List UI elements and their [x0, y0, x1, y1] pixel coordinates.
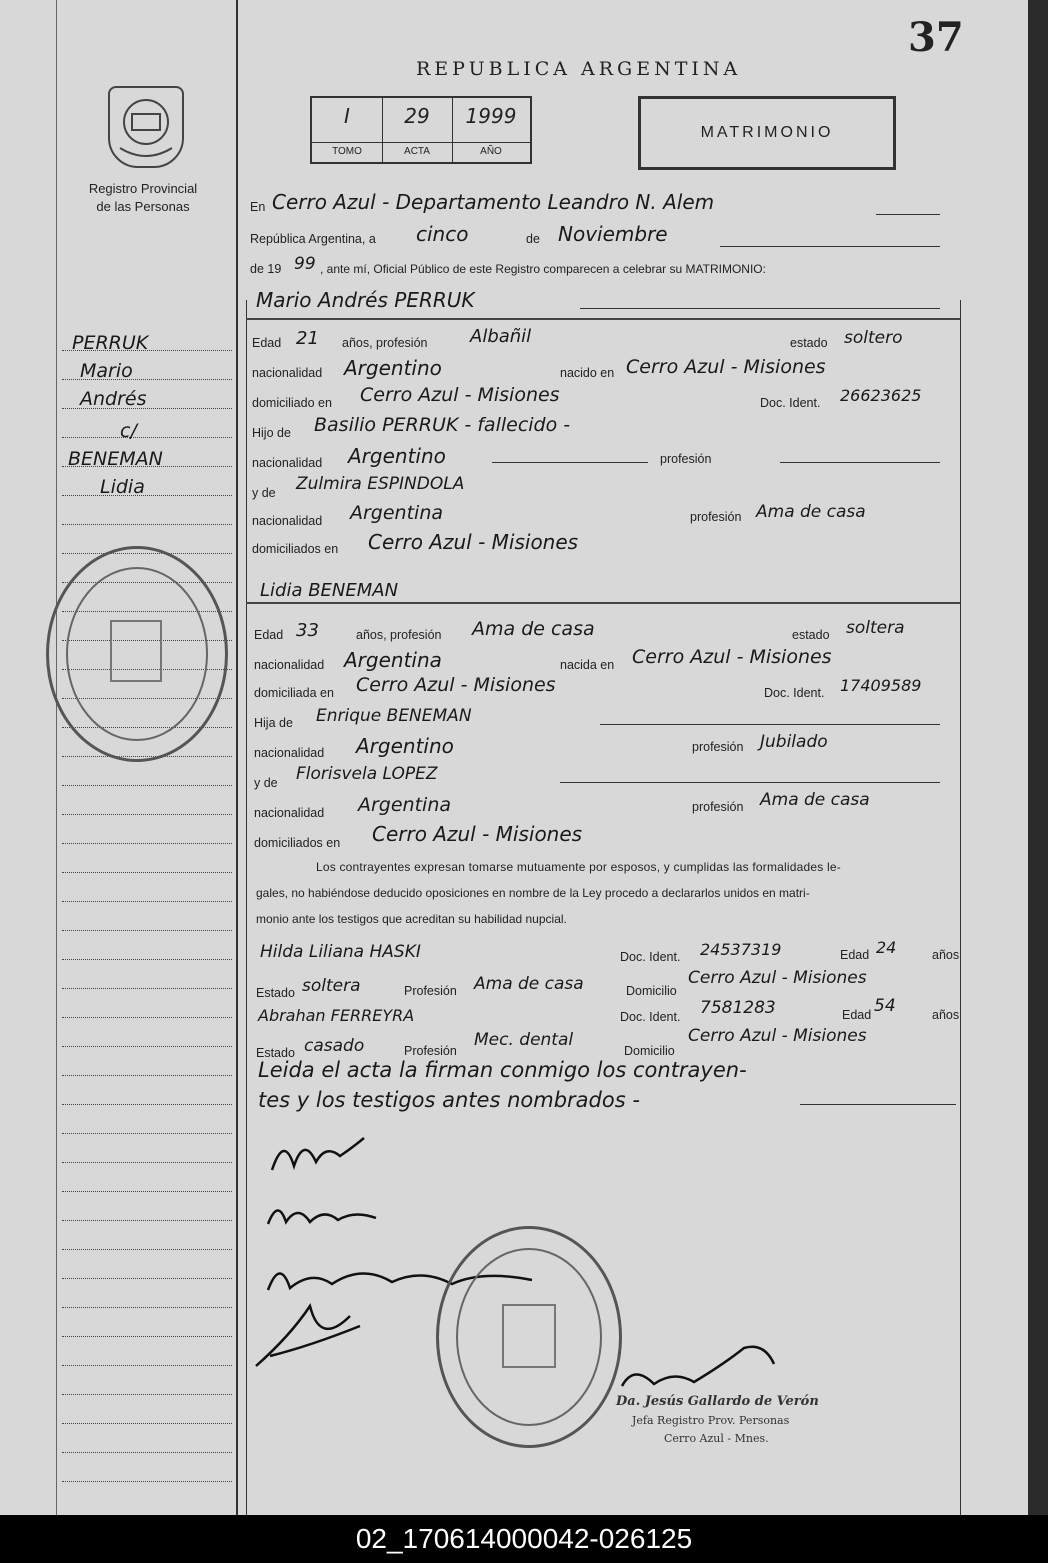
groom-father: Basilio PERRUK - fallecido -	[314, 414, 571, 436]
witness1-profession: Ama de casa	[474, 974, 584, 994]
closing-line-2: tes y los testigos antes nombrados -	[258, 1088, 640, 1112]
margin-dotted-line	[62, 901, 232, 902]
groom-doc: 26623625	[840, 386, 922, 405]
groom-profession: Albañil	[470, 326, 532, 347]
closing-line-1: Leida el acta la firman conmigo los contrayen-	[258, 1058, 747, 1082]
groom-estado-label: estado	[790, 336, 828, 350]
margin-surname-bride: BENEMAN	[68, 448, 163, 470]
month-value: Noviembre	[558, 222, 668, 246]
bride-anos-label: años, profesión	[356, 628, 442, 642]
margin-dotted-line	[62, 1249, 232, 1250]
groom-mother-nat: Argentina	[350, 502, 444, 524]
margin-dotted-line	[62, 988, 232, 989]
year-prefix: de 19	[250, 262, 282, 276]
en-label: En	[250, 200, 266, 214]
bride-domicile: Cerro Azul - Misiones	[356, 674, 556, 696]
tomo-value: I	[344, 104, 350, 128]
margin-dotted-line	[62, 1220, 232, 1221]
witness2-anos-label: años	[932, 1008, 960, 1022]
groom-nationality: Argentino	[344, 356, 442, 380]
bride-parents-dom: Cerro Azul - Misiones	[372, 822, 583, 846]
bride-nationality: Argentina	[344, 648, 442, 672]
bride-profession: Ama de casa	[472, 618, 595, 640]
registry-line-2: de las Personas	[96, 199, 190, 214]
margin-dotted-line	[62, 930, 232, 931]
day-value: cinco	[416, 222, 469, 246]
bride-fnac-label: nacionalidad	[254, 746, 325, 760]
margin-dotted-line	[62, 495, 232, 496]
acta-value: 29	[404, 104, 430, 128]
witness1-age: 24	[876, 938, 897, 957]
witness1-prof-label: Profesión	[404, 984, 457, 998]
margin-dotted-line	[62, 1075, 232, 1076]
groom-fnac-label: nacionalidad	[252, 456, 323, 470]
margin-dotted-line	[62, 1046, 232, 1047]
groom-hijo-label: Hijo de	[252, 426, 291, 440]
witness2-dom-label: Domicilio	[624, 1044, 675, 1058]
witness1-dom-label: Domicilio	[626, 984, 677, 998]
signature-groom	[264, 1126, 374, 1185]
official-place: Cerro Azul - Mnes.	[664, 1432, 769, 1445]
groom-doc-label: Doc. Ident.	[760, 396, 821, 410]
section-rule	[246, 602, 960, 604]
fill-line	[800, 1104, 956, 1105]
margin-dotted-line	[62, 524, 232, 525]
margin-conjunction: c/	[120, 420, 137, 442]
fill-line	[600, 724, 940, 725]
witness1-estado: soltera	[302, 976, 361, 996]
margin-dotted-line	[62, 1452, 232, 1453]
year-suffix: 99	[294, 254, 316, 274]
official-title: Jefa Registro Prov. Personas	[632, 1414, 790, 1427]
groom-parents-dom: Cerro Azul - Misiones	[368, 530, 579, 554]
center-rule-2	[246, 300, 247, 1515]
groom-yde-label: y de	[252, 486, 276, 500]
declaration-line-2: gales, no habiéndose deducido oposiciones en nombre de la Ley procedo a declararlos unidos en matri-	[256, 886, 810, 900]
witness2-estado-label: Estado	[256, 1046, 295, 1060]
declaration-line-3: monio ante los testigos que acreditan su habilidad nupcial.	[256, 912, 567, 926]
act-type-box: MATRIMONIO	[638, 96, 896, 170]
witness1-doc: 24537319	[700, 940, 782, 959]
margin-dotted-line	[62, 1423, 232, 1424]
margin-dotted-line	[62, 843, 232, 844]
witness1-name: Hilda Liliana HASKI	[260, 942, 421, 962]
margin-dotted-line	[62, 1336, 232, 1337]
book-edge	[1028, 0, 1048, 1515]
official-seal-left	[46, 546, 228, 762]
margin-dotted-line	[62, 1104, 232, 1105]
margin-dotted-line	[62, 1307, 232, 1308]
witness1-doc-label: Doc. Ident.	[620, 950, 681, 964]
margin-dotted-line	[62, 1278, 232, 1279]
fill-line	[492, 462, 648, 463]
act-box	[310, 96, 532, 164]
groom-mnac-label: nacionalidad	[252, 514, 323, 528]
groom-nac-label: nacionalidad	[252, 366, 323, 380]
groom-born: Cerro Azul - Misiones	[626, 356, 826, 378]
groom-estado: soltero	[844, 328, 903, 348]
fill-line	[720, 246, 940, 247]
bride-estado-label: estado	[792, 628, 830, 642]
fill-line	[876, 214, 940, 215]
bride-mother-prof: Ama de casa	[760, 790, 870, 810]
bride-doc: 17409589	[840, 676, 922, 695]
witness2-prof-label: Profesión	[404, 1044, 457, 1058]
margin-dotted-line	[62, 1191, 232, 1192]
groom-fprof-label: profesión	[660, 452, 712, 466]
signature-witness2	[250, 1296, 370, 1381]
witness2-doc: 7581283	[700, 998, 776, 1018]
bride-nac-label: nacionalidad	[254, 658, 325, 672]
bride-doc-label: Doc. Ident.	[764, 686, 825, 700]
witness2-estado: casado	[304, 1036, 365, 1056]
official-seal-bottom	[436, 1226, 622, 1448]
witness1-edad-label: Edad	[840, 948, 870, 962]
groom-mother-prof: Ama de casa	[756, 502, 866, 522]
bride-father-prof: Jubilado	[760, 732, 828, 752]
margin-dotted-line	[62, 1162, 232, 1163]
fill-line	[580, 308, 940, 309]
bride-estado: soltera	[846, 618, 905, 638]
witness2-profession: Mec. dental	[474, 1030, 574, 1050]
official-name: Da. Jesús Gallardo de Verón	[616, 1394, 819, 1409]
intro-text: , ante mí, Oficial Público de este Registro comparecen a celebrar su MATRIMONIO:	[320, 262, 766, 276]
de-label: de	[526, 232, 540, 246]
declaration-line-1: Los contrayentes expresan tomarse mutuamente por esposos, y cumplidas las formalidades le-	[316, 860, 841, 874]
bride-pdom-label: domiciliados en	[254, 836, 341, 850]
witness1-anos-label: años	[932, 948, 960, 962]
margin-first-groom: Mario	[80, 360, 133, 382]
margin-dotted-line	[62, 1394, 232, 1395]
groom-mother: Zulmira ESPINDOLA	[296, 474, 465, 494]
groom-mprof-label: profesión	[690, 510, 742, 524]
groom-domicile: Cerro Azul - Misiones	[360, 384, 560, 406]
witness2-domicile: Cerro Azul - Misiones	[688, 1026, 867, 1046]
margin-dotted-line	[62, 785, 232, 786]
groom-anos-label: años, profesión	[342, 336, 428, 350]
groom-father-nat: Argentino	[348, 444, 446, 468]
coat-of-arms-icon	[108, 86, 184, 168]
ano-value: 1999	[465, 104, 517, 128]
tomo-label: TOMO	[312, 142, 382, 157]
margin-middle-groom: Andrés	[80, 388, 147, 410]
right-rule	[960, 300, 961, 1515]
bride-yde-label: y de	[254, 776, 278, 790]
ano-label: AÑO	[452, 142, 530, 157]
fill-line	[560, 782, 940, 783]
margin-dotted-line	[62, 872, 232, 873]
margin-dotted-line	[62, 1365, 232, 1366]
bride-fprof-label: profesión	[692, 740, 744, 754]
groom-nacido-label: nacido en	[560, 366, 615, 380]
page-title: REPUBLICA ARGENTINA	[416, 58, 742, 80]
margin-dotted-line	[62, 1133, 232, 1134]
bride-age: 33	[296, 620, 319, 641]
witness2-age: 54	[874, 996, 896, 1016]
acta-label: ACTA	[382, 142, 452, 157]
margin-surname-groom: PERRUK	[72, 332, 149, 354]
witness1-domicile: Cerro Azul - Misiones	[688, 968, 867, 988]
margin-dotted-line	[62, 437, 232, 438]
bride-hija-label: Hija de	[254, 716, 293, 730]
margin-dotted-line	[62, 814, 232, 815]
bride-mnac-label: nacionalidad	[254, 806, 325, 820]
groom-edad-label: Edad	[252, 336, 282, 350]
bride-born: Cerro Azul - Misiones	[632, 646, 832, 668]
registry-line-1: Registro Provincial	[88, 181, 198, 196]
bride-dom-label: domiciliada en	[254, 686, 334, 700]
groom-age: 21	[296, 328, 319, 349]
witness2-edad-label: Edad	[842, 1008, 872, 1022]
bride-mprof-label: profesión	[692, 800, 744, 814]
bride-mother: Florisvela LOPEZ	[296, 764, 438, 784]
bride-name: Lidia BENEMAN	[260, 580, 399, 601]
margin-dotted-line	[62, 959, 232, 960]
groom-dom-label: domiciliado en	[252, 396, 332, 410]
place-value: Cerro Azul - Departamento Leandro N. Alem	[272, 190, 715, 214]
section-rule	[246, 318, 960, 320]
document-id: 02_170614000042-026125	[0, 1515, 1048, 1563]
bride-father-nat: Argentino	[356, 734, 454, 758]
witness2-name: Abrahan FERREYRA	[258, 1006, 415, 1025]
witness1-estado-label: Estado	[256, 986, 295, 1000]
margin-first-bride: Lidia	[100, 476, 145, 498]
fill-line	[780, 462, 940, 463]
margin-dotted-line	[62, 1481, 232, 1482]
bride-mother-nat: Argentina	[358, 794, 452, 816]
page-number: 37	[908, 14, 964, 61]
groom-name: Mario Andrés PERRUK	[256, 288, 475, 312]
registry-name	[68, 180, 218, 216]
margin-dotted-line	[62, 1017, 232, 1018]
groom-pdom-label: domiciliados en	[252, 542, 339, 556]
bride-nacida-label: nacida en	[560, 658, 615, 672]
republic-label: República Argentina, a	[250, 232, 376, 246]
center-rule-1	[236, 0, 238, 1515]
bride-father: Enrique BENEMAN	[316, 706, 472, 726]
signature-bride	[264, 1194, 384, 1239]
bride-edad-label: Edad	[254, 628, 284, 642]
witness2-doc-label: Doc. Ident.	[620, 1010, 681, 1024]
